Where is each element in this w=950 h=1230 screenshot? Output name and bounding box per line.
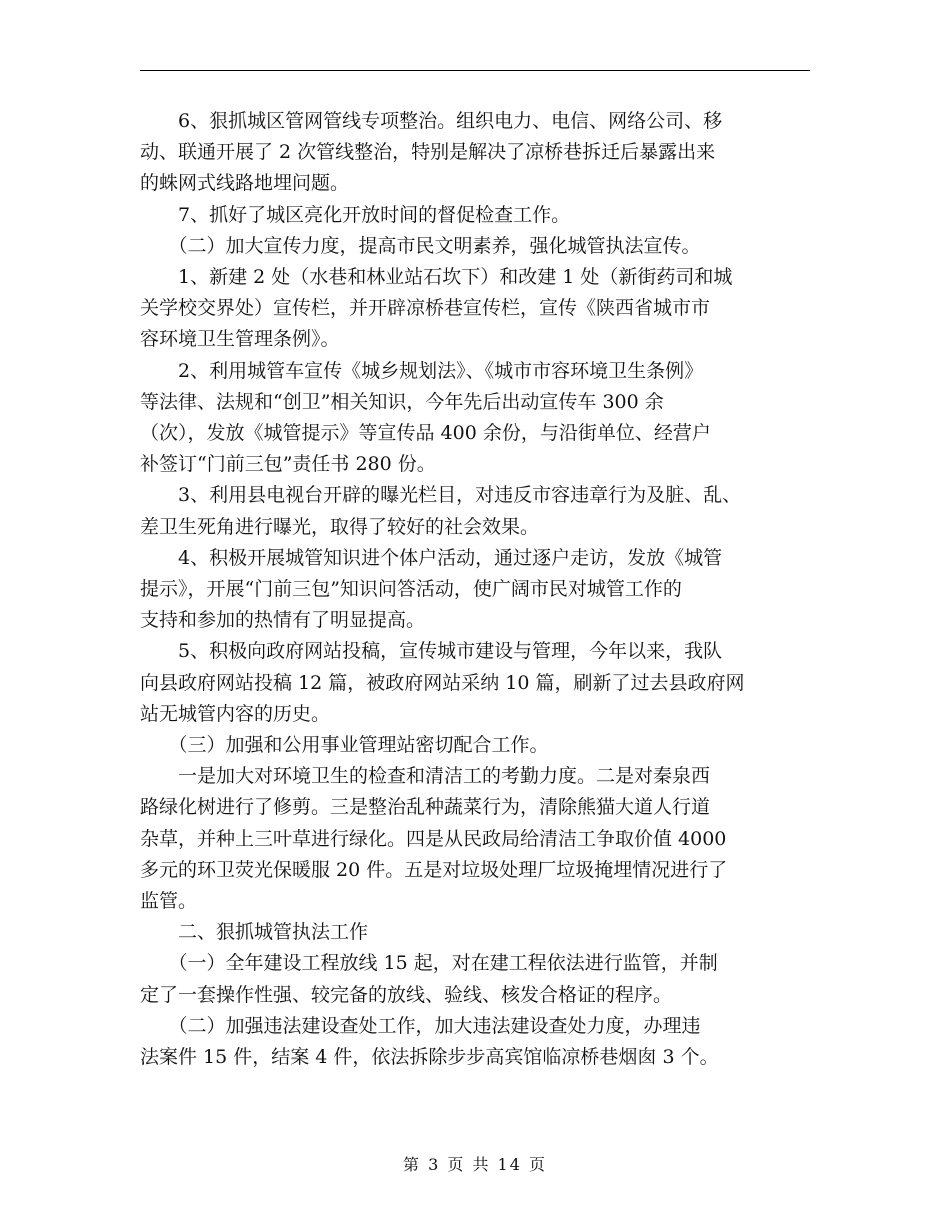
paragraph: [140, 636, 830, 730]
paragraph: [140, 948, 830, 1010]
text-line: 定了一套操作性强、较完备的放线、验线、核发合格证的程序。: [140, 983, 673, 1006]
text-line: 差卫生死角进行曝光，取得了较好的社会效果。: [140, 515, 540, 538]
text-line: 容环境卫生管理条例》。: [140, 328, 340, 351]
text-line: 补签订“门前三包”责任书 280 份。: [140, 453, 436, 476]
text-line: 提示》，开展“门前三包”知识问答活动，使广阔市民对城管工作的: [140, 578, 682, 601]
paragraph: [140, 200, 830, 231]
text-line: 4、积极开展城管知识进个体户活动，通过逐户走访，发放《城管: [140, 546, 723, 569]
text-line: 的蛛网式线路地埋问题。: [140, 172, 350, 195]
text-line: 杂草，并种上三叶草进行绿化。四是从民政局给清洁工争取价值 4000: [140, 827, 727, 850]
header-rule: [140, 70, 810, 71]
text-line: （三）加强和公用事业管理站密切配合工作。: [140, 734, 549, 757]
text-line: 关学校交界处）宣传栏，并开辟凉桥巷宣传栏，宣传《陕西省城市市: [140, 297, 711, 320]
paragraph: [140, 761, 830, 917]
paragraph: [140, 917, 830, 948]
paragraph: [140, 106, 830, 200]
text-line: （二）加大宣传力度，提高市民文明素养，强化城管执法宣传。: [140, 234, 701, 257]
text-line: 二、狠抓城管执法工作: [140, 921, 369, 944]
text-line: 法案件 15 件，结案 4 件，依法拆除步步高宾馆临凉桥巷烟囱 3 个。: [140, 1046, 719, 1069]
text-line: 5、积极向政府网站投稿，宣传城市建设与管理，今年以来，我队: [140, 640, 723, 663]
text-line: 一是加大对环境卫生的检查和清洁工的考勤力度。二是对秦泉西: [140, 765, 711, 788]
text-line: 1、新建 2 处（水巷和林业站石坎下）和改建 1 处（新街药司和城: [140, 266, 733, 289]
document-body: [140, 106, 830, 1073]
text-line: 向县政府网站投稿 12 篇，被政府网站采纳 10 篇，刷新了过去县政府网: [140, 671, 745, 694]
text-line: 支持和参加的热情有了明显提高。: [140, 609, 426, 632]
text-line: 6、狠抓城区管网管线专项整治。组织电力、电信、网络公司、移: [140, 110, 723, 132]
text-line: （次），发放《城管提示》等宣传品 400 余份，与沿街单位、经营户: [140, 422, 711, 445]
paragraph: [140, 480, 830, 542]
text-line: 2、利用城管车宣传《城乡规划法》、《城市市容环境卫生条例》: [140, 359, 704, 382]
paragraph: [140, 543, 830, 637]
text-line: （二）加强违法建设查处工作，加大违法建设查处力度，办理违: [140, 1014, 701, 1037]
paragraph: [140, 231, 830, 262]
paragraph: [140, 262, 830, 356]
paragraph: [140, 730, 830, 761]
paragraph: [140, 1011, 830, 1073]
text-line: 动、联通开展了 2 次管线整治，特别是解决了凉桥巷拆迁后暴露出来: [140, 141, 716, 164]
text-line: 路绿化树进行了修剪。三是整治乱种蔬菜行为，清除熊猫大道人行道: [140, 796, 711, 819]
text-line: 多元的环卫荧光保暖服 20 件。五是对垃圾处理厂垃圾掩埋情况进行了: [140, 858, 728, 881]
text-line: 7、抓好了城区亮化开放时间的督促检查工作。: [140, 203, 571, 226]
paragraph: [140, 356, 830, 481]
text-line: 站无城管内容的历史。: [140, 702, 331, 725]
text-line: 3、利用县电视台开辟的曝光栏目，对违反市容违章行为及脏、乱、: [140, 484, 742, 507]
page-footer: 第 3 页 共 14 页: [403, 1155, 547, 1174]
text-line: （一）全年建设工程放线 15 起，对在建工程依法进行监管，并制: [140, 952, 718, 975]
text-line: 等法律、法规和“创卫”相关知识，今年先后出动宣传车 300 余: [140, 390, 664, 413]
text-line: 监管。: [140, 890, 198, 913]
